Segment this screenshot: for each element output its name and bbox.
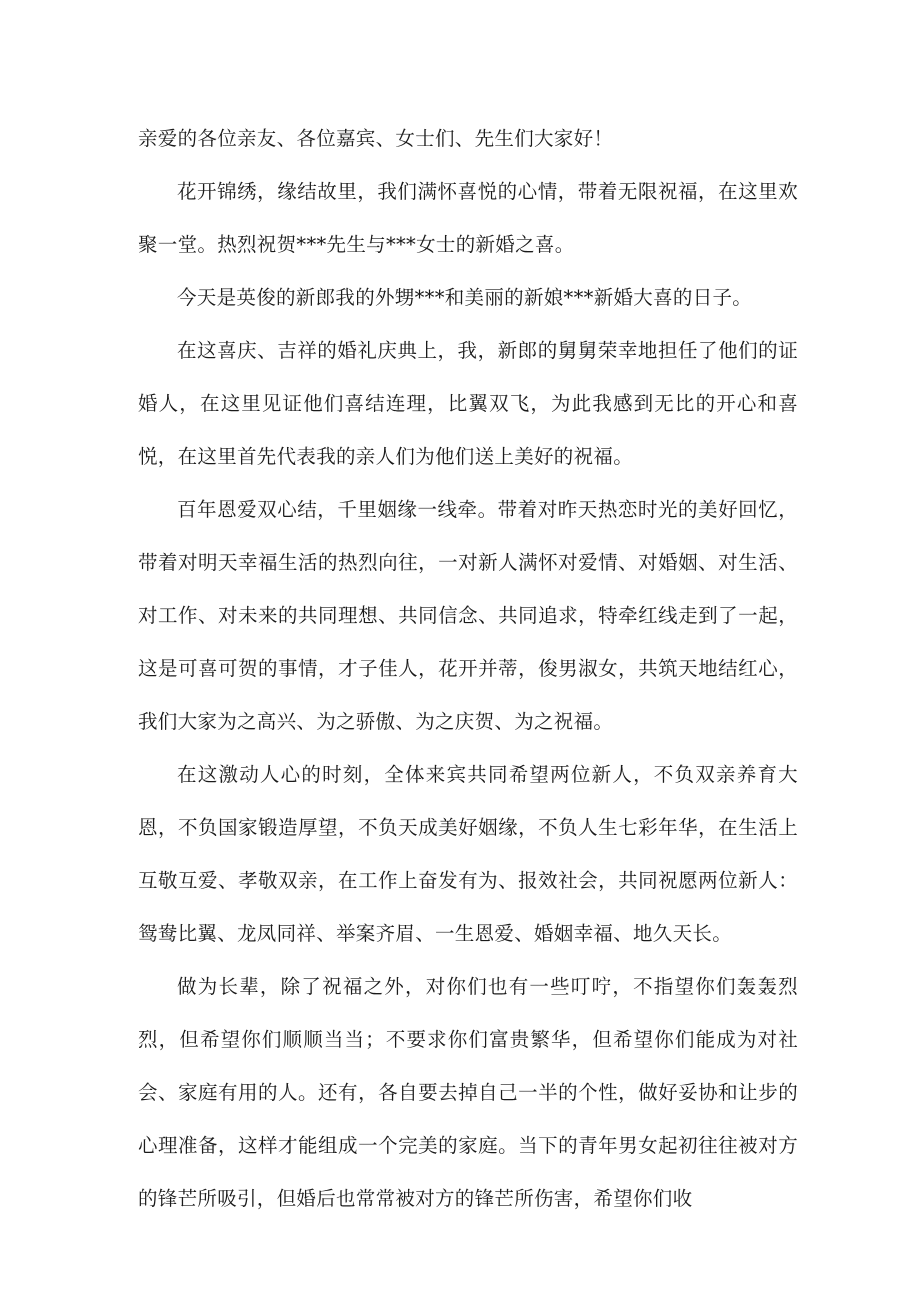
paragraph-blessing: 花开锦绣，缘结故里，我们满怀喜悦的心情，带着无限祝福，在这里欢聚一堂。热烈祝贺***先生与***女士的新婚之喜。 [138, 180, 798, 256]
paragraph-greeting: 亲爱的各位亲友、各位嘉宾、女士们、先生们大家好！ [138, 127, 614, 150]
paragraph-witness: 在这喜庆、吉祥的婚礼庆典上，我，新郎的舅舅荣幸地担任了他们的证婚人，在这里见证他们喜结连理，比翼双飞，为此我感到无比的开心和喜悦，在这里首先代表我的亲人们为他们送上美好的祝福。 [138, 339, 798, 468]
paragraph-wishes: 在这激动人心的时刻，全体来宾共同希望两位新人，不负双亲养育大恩，不负国家锻造厚望，不负天成美好姻缘，不负人生七彩年华，在生活上互敬互爱、孝敬双亲，在工作上奋发有为、报效社会，共同祝愿两位新人：鸳鸯比翼、龙凤同祥、举案齐眉、一生恩爱、婚姻幸福、地久天长。 [138, 763, 798, 945]
document-body [138, 112, 798, 1225]
paragraph-love: 百年恩爱双心结，千里姻缘一线牵。带着对昨天热恋时光的美好回忆，带着对明天幸福生活的热烈向往，一对新人满怀对爱情、对婚姻、对生活、对工作、对未来的共同理想、共同信念、共同追求，特牵红线走到了一起，这是可喜可贺的事情，才子佳人，花开并蒂，俊男淑女，共筑天地结红心，我们大家为之高兴、为之骄傲、为之庆贺、为之祝福。 [138, 498, 798, 733]
paragraph-advice: 做为长辈，除了祝福之外，对你们也有一些叮咛，不指望你们轰轰烈烈，但希望你们顺顺当当；不要求你们富贵繁华，但希望你们能成为对社会、家庭有用的人。还有，各自要去掉自己一半的个性，做好妥协和让步的心理准备，这样才能组成一个完美的家庭。当下的青年男女起初往往被对方的锋芒所吸引，但婚后也常常被对方的锋芒所伤害，希望你们收 [138, 975, 798, 1210]
paragraph-wedding-day: 今天是英俊的新郎我的外甥***和美丽的新娘***新婚大喜的日子。 [177, 286, 753, 309]
